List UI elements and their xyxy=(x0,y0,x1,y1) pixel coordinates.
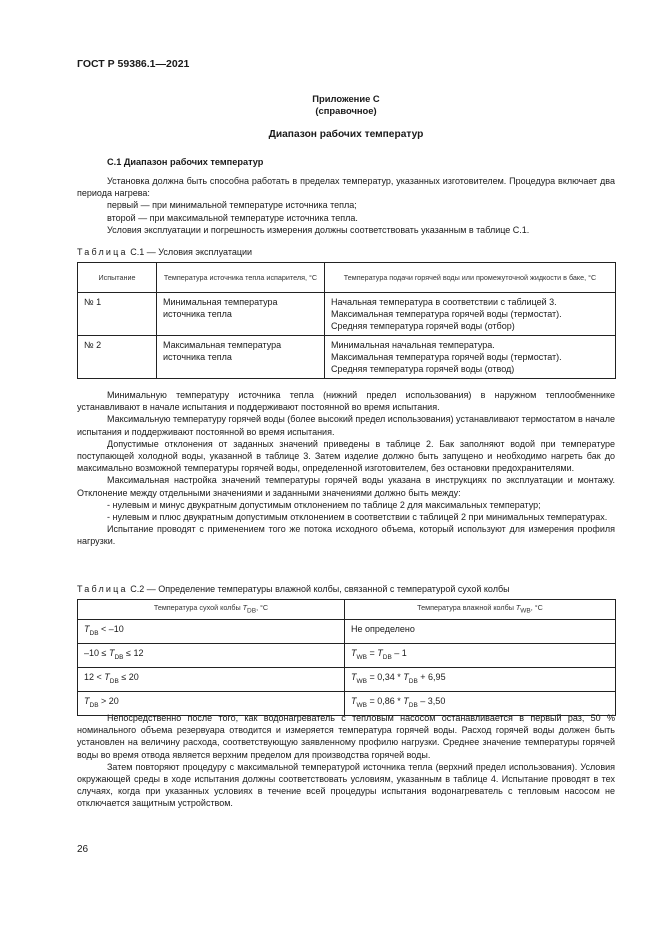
table-cell: Начальная температура в соответствии с таблицей 3. Максимальная температура горячей воды (термостат). Средняя температура горячей воды (отбор) xyxy=(325,293,616,336)
caption-text: С.1 — Условия эксплуатации xyxy=(130,247,253,257)
table-cell: № 1 xyxy=(78,293,157,336)
paragraph: Максимальная настройка значений температуры горячей воды указана в инструкциях по эксплуатации и монтажу. Отклонение между отдельными значениями и заданными значениями должно быть между: xyxy=(77,475,615,498)
paragraph: Испытание проводят с применением того же потока исходного объема, который используют для измерения профиля нагрузки. xyxy=(77,524,615,547)
table-cell: $T_{WB} = 0,34 * T_{DB} + 6,95$ xyxy=(345,668,616,692)
paragraph: Установка должна быть способна работать в пределах температур, указанных изготовителем. Процедура включает два периода нагрева: xyxy=(77,176,615,199)
paragraph: - нулевым и минус двукратным допустимым отклонением по таблице 2 для максимальных температур; xyxy=(107,499,541,510)
table2-caption xyxy=(77,584,510,594)
paragraph: Максимальную температуру горячей воды (более высокий предел использования) устанавливают термостатом в начале испытания и поддерживают постоянной во время испытания. xyxy=(77,414,615,437)
bulb-temperature-table xyxy=(77,599,616,716)
table-header: Температура источника тепла испарителя, °С xyxy=(157,263,325,293)
table-cell: Максимальная температура источника тепла xyxy=(157,336,325,379)
paragraph: первый — при минимальной температуре источника тепла; xyxy=(107,200,357,211)
table-row xyxy=(78,644,616,668)
table1-caption xyxy=(77,247,252,257)
table-cell: $T_{WB} = 0,86 * T_{DB} - 3,50$ xyxy=(345,691,616,715)
page-number: 26 xyxy=(77,844,89,855)
document-header: ГОСТ Р 59386.1—2021 xyxy=(77,58,190,70)
table-row xyxy=(78,620,616,644)
table-header: Температура сухой колбы $T_{DB}$, °С xyxy=(78,600,345,620)
paragraph: Допустимые отклонения от заданных значений приведены в таблице 2. Бак заполняют водой при температуре поступающей холодной воды, указанной в таблице 3. Затем изделие должно быть запущено и необходимо нагреть бак до максимально возможной температуры горячей воды, определенной изготовителем, без остановки предохранителями. xyxy=(77,438,615,474)
final-text xyxy=(77,712,615,810)
caption-text: С.2 — Определение температуры влажной колбы, связанной с температурой сухой колбы xyxy=(130,584,510,594)
paragraph: Минимальную температуру источника тепла (нижний предел использования) в наружном теплообменнике устанавливают в начале испытания и поддерживают постоянной во время испытания. xyxy=(77,390,615,413)
table-row xyxy=(78,668,616,692)
paragraph: второй — при максимальной температуре источника тепла. xyxy=(107,212,358,223)
table-cell: $12 < T_{DB} \le 20$ xyxy=(78,668,345,692)
table-cell: $T_{WB} = T_{DB} - 1$ xyxy=(345,644,616,668)
paragraph: Условия эксплуатации и погрешность измерения должны соответствовать указанным в таблице С.1. xyxy=(107,224,530,235)
section-heading: С.1 Диапазон рабочих температур xyxy=(107,157,264,167)
table-cell: Минимальная начальная температура. Максимальная температура горячей воды (термостат). Средняя температура горячей воды (отвод) xyxy=(325,336,616,379)
paragraph: Затем повторяют процедуру с максимальной температурой источника тепла (верхний предел использования). Условия окружающей среды в ходе испытания должны соответствовать условиям, указанным в таблице 4. Испытание проводят в тех случаях, когда при указанных условиях в течение всей процедуры испытания водонагреватель с тепловым насосом не отключается защитным устройством. xyxy=(77,761,615,809)
paragraph: Непосредственно после того, как водонагреватель с тепловым насосом останавливается в первый раз, 50 % номинального объема резервуара отводится и измеряется температура горячей воды. Расход горячей воды должен быть установлен на величину расхода, соответствующую заявленному профилю нагрузки. Среднее значение температуры горячей воды во время отвода является верхним пределом для производства горячей воды. xyxy=(77,713,615,760)
table-cell: Минимальная температура источника тепла xyxy=(157,293,325,336)
table-cell: № 2 xyxy=(78,336,157,379)
table-cell: $T_{DB} > 20$ xyxy=(78,691,345,715)
table-row xyxy=(78,293,616,336)
table-header: Температура влажной колбы $T_{WB}$, °С xyxy=(345,600,616,620)
table-cell: $T_{DB} < -10$ xyxy=(78,620,345,644)
table-header: Испытание xyxy=(78,263,157,293)
appendix-title: Диапазон рабочих температур xyxy=(268,129,424,140)
intro-text xyxy=(77,175,615,236)
table-row xyxy=(78,336,616,379)
middle-text xyxy=(77,389,615,548)
appendix-label: Приложение С xyxy=(312,93,380,104)
caption-prefix: Таблица xyxy=(77,247,128,257)
operating-conditions-table xyxy=(77,262,616,379)
table-cell: $-10 \le T_{DB} \le 12$ xyxy=(78,644,345,668)
table-header: Температура подачи горячей воды или промежуточной жидкости в баке, °С xyxy=(325,263,616,293)
appendix-type: (справочное) xyxy=(315,105,377,116)
caption-prefix: Таблица xyxy=(77,584,128,594)
paragraph: - нулевым и плюс двукратным допустимым отклонением в соответствии с таблицей 2 при минимальных температурах. xyxy=(107,512,608,523)
table-cell: Не определено xyxy=(345,620,616,644)
